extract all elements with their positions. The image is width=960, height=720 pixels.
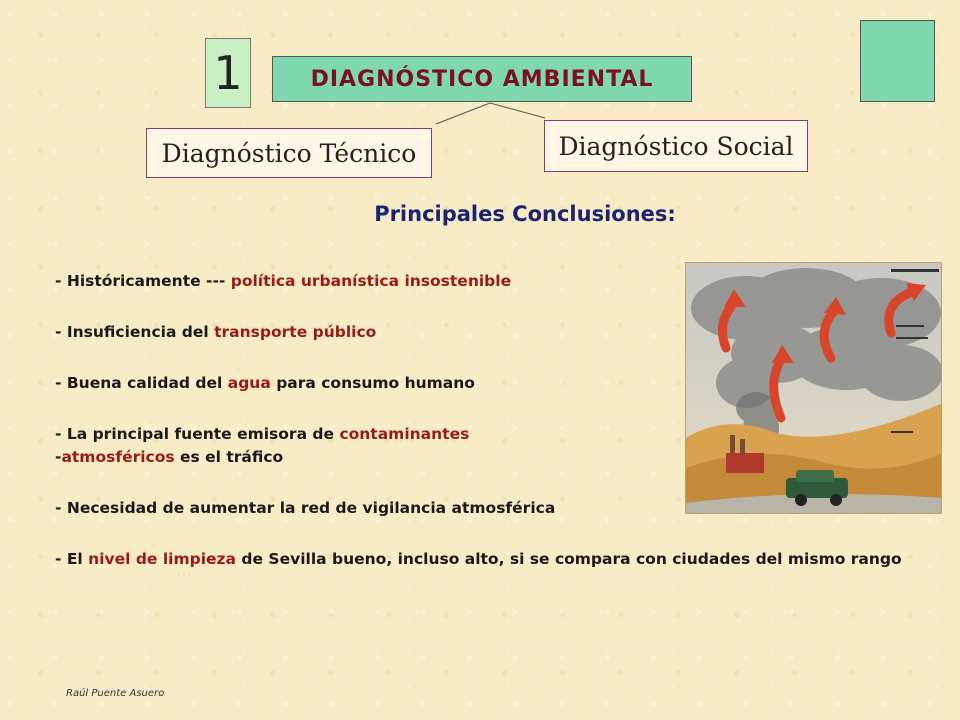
conclusion-highlight: agua: [227, 374, 271, 392]
connector-line-social: [490, 103, 545, 118]
bullet-dash: -: [55, 272, 67, 290]
conclusion-text: Buena calidad del: [66, 374, 228, 392]
conclusion-highlight: contaminantes: [339, 425, 470, 443]
bullet-dash: -: [55, 550, 67, 568]
diagnostico-tecnico-label: Diagnóstico Técnico: [161, 138, 417, 168]
bullet-dash: -: [55, 323, 67, 341]
diagnostico-social-box: [544, 120, 808, 172]
diagnostico-tecnico-box: [146, 128, 432, 178]
conclusion-text: de Sevilla bueno, incluso alto, si se compara con ciudades del mismo rango: [236, 550, 902, 568]
conclusion-text: La principal fuente emisora de: [66, 425, 340, 443]
diagnostico-social-label: Diagnóstico Social: [558, 131, 794, 161]
conclusion-highlight: nivel de limpieza: [88, 550, 237, 568]
conclusion-item: [55, 548, 915, 571]
air-pollution-illustration: [685, 262, 942, 514]
slide-title: DIAGNÓSTICO AMBIENTAL: [310, 66, 654, 92]
slide-number: 1: [213, 46, 243, 100]
conclusion-text: Necesidad de aumentar la red de vigilancia atmosférica: [66, 499, 556, 517]
bullet-dash: -: [55, 374, 67, 392]
connector-line-tecnico: [436, 103, 490, 124]
air-pollution-diagram-image: [686, 263, 942, 514]
bullet-dash: -: [55, 425, 67, 443]
slide-number-box: [205, 38, 251, 108]
corner-decoration-box: [860, 20, 935, 102]
conclusion-highlight: política urbanística insostenible: [230, 272, 512, 290]
section-heading: Principales Conclusiones:: [374, 202, 676, 226]
conclusion-highlight: transporte público: [214, 323, 377, 341]
footer-author: Raúl Puente Asuero: [66, 688, 165, 699]
conclusion-highlight: atmosféricos: [61, 448, 175, 466]
bullet-dash: -: [55, 499, 67, 517]
conclusion-text: es el tráfico: [174, 448, 284, 466]
conclusion-text: Históricamente ---: [66, 272, 231, 290]
conclusion-text: El: [66, 550, 89, 568]
conclusion-text: Insuficiencia del: [66, 323, 215, 341]
bullet-dash: -: [55, 448, 62, 466]
title-box: [272, 56, 692, 102]
conclusion-text: para consumo humano: [270, 374, 475, 392]
